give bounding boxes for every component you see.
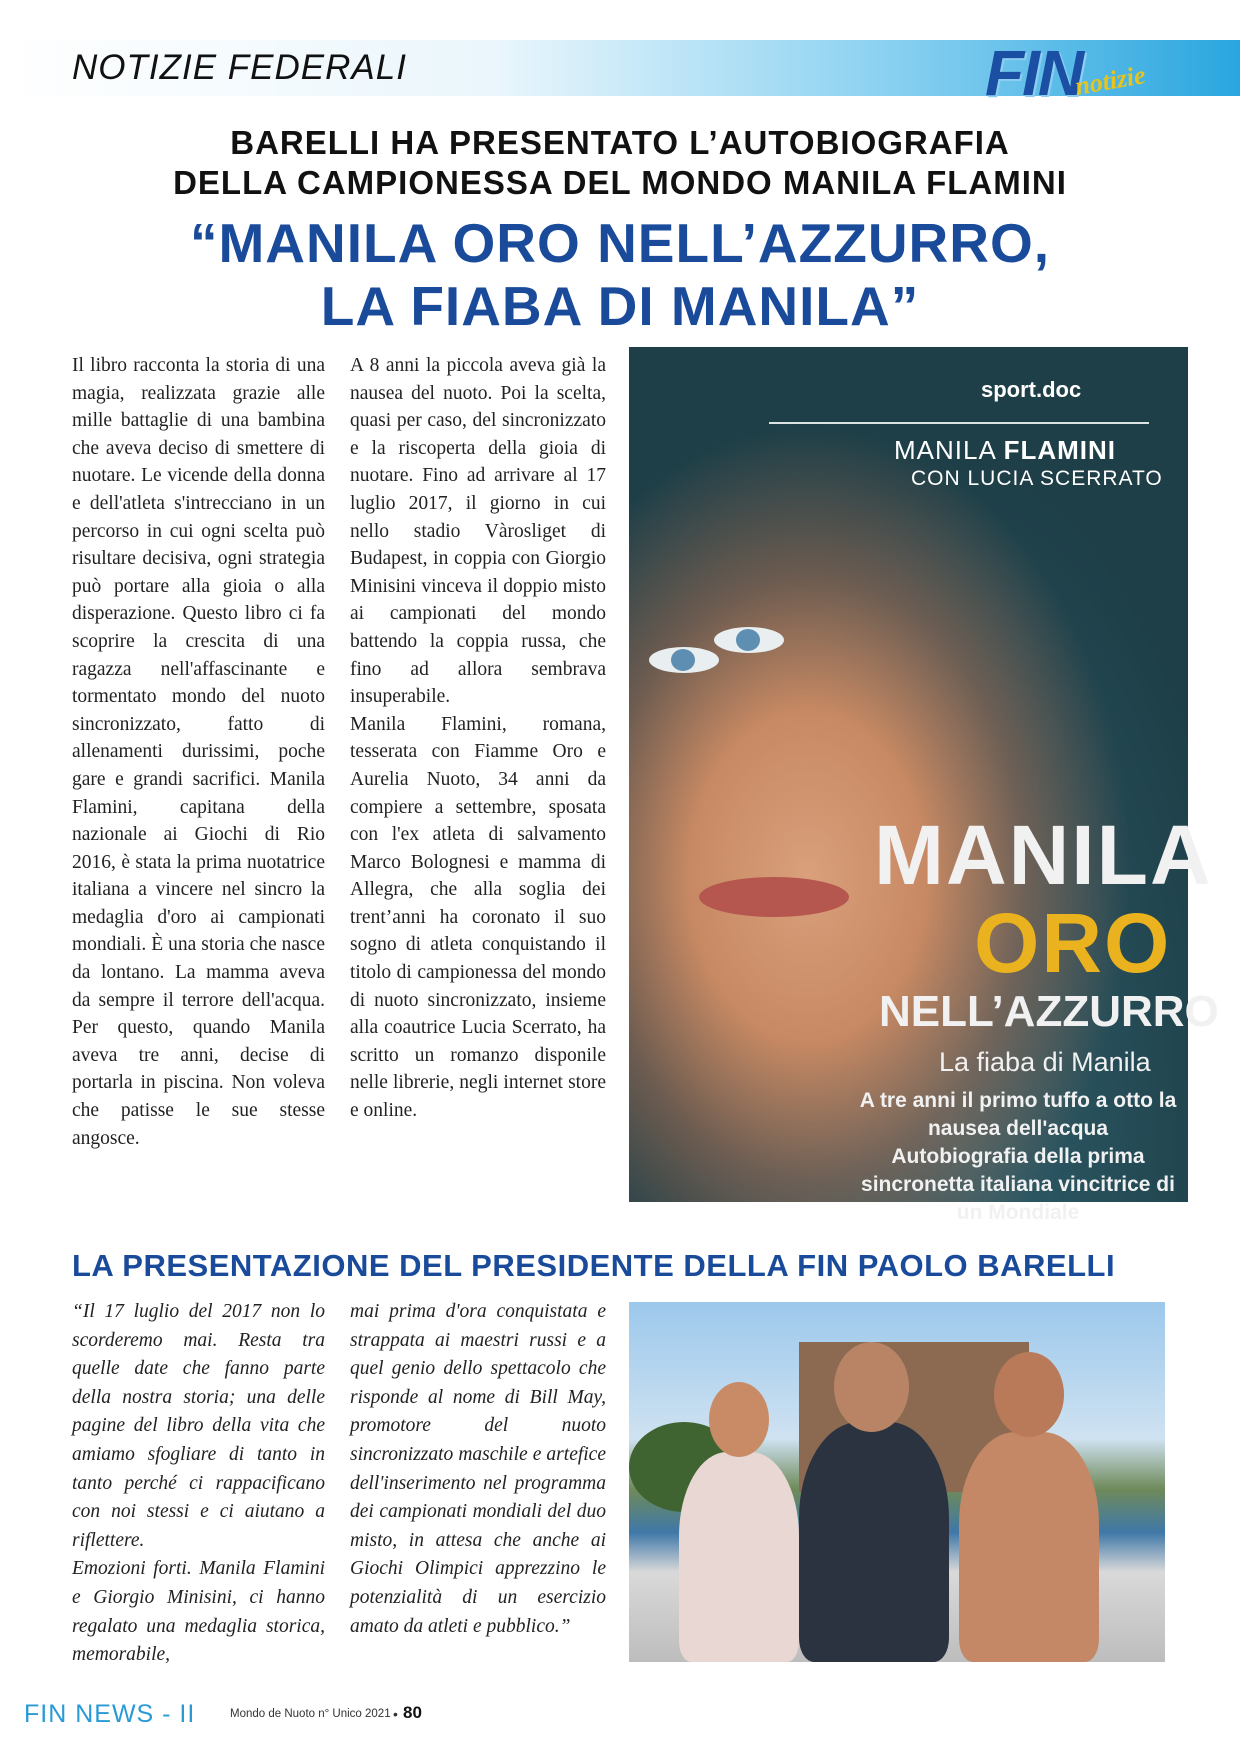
photo-person-center: [799, 1422, 949, 1662]
book-coauthor: CON LUCIA SCERRATO: [911, 467, 1163, 490]
presentation-col1-paragraph-2: Emozioni forti. Manila Flamini e Giorgio Minisini, ci hanno regalato una medaglia storica, memorabile,: [72, 1558, 325, 1666]
section-label: NOTIZIE FEDERALI: [72, 48, 407, 87]
book-publisher: sport.doc: [981, 377, 1082, 402]
photo-head-left: [709, 1382, 769, 1457]
book-subtitle: La fiaba di Manila: [939, 1047, 1151, 1077]
logo-main-text: FIN: [985, 37, 1083, 109]
article-column-2: [350, 352, 606, 1125]
book-author-last: FLAMINI: [1003, 435, 1117, 465]
kicker-line-1: BARELLI HA PRESENTATO L’AUTOBIOGRAFIA: [230, 124, 1010, 161]
footer-separator: •: [393, 1706, 398, 1722]
book-title-word-1: MANILA: [874, 808, 1213, 902]
presentation-col2-text: mai prima d'ora conquistata e strappata ai maestri russi e a quel genio dello spettacolo che risponde al nome di Bill May, promotore del nuoto sincronizzato maschile e artefice dell'inserimento nel programma dei campionati mondiali del duo misto, in attesa che anche ai Giochi Olimpici apprezzino le potenzialità di un esercizio amato da atleti e pubblico.”: [350, 1301, 606, 1637]
main-title-line-2: LA FIABA DI MANILA”: [320, 275, 920, 337]
group-photo: [629, 1302, 1165, 1662]
footer-publication: Mondo de Nuoto n° Unico 2021: [230, 1708, 391, 1720]
book-divider: [769, 422, 1149, 424]
face-eye-left: [714, 627, 784, 653]
book-cover-photo: [629, 347, 1219, 1224]
logo-sub-text: notizie: [1072, 60, 1148, 101]
face-lips: [699, 877, 849, 917]
footer-brand: FIN NEWS - II: [24, 1700, 196, 1728]
photo-head-right: [994, 1352, 1064, 1437]
book-title-word-3: NELL’AZZURRO: [879, 987, 1219, 1036]
face-eye-right: [649, 647, 719, 673]
book-author-first: MANILA: [894, 435, 1004, 465]
book-blurb: A tre anni il primo tuffo a otto la nausea dell'acqua Autobiografia della prima sincronetta italiana vincitrice di un Mondiale: [859, 1089, 1177, 1224]
book-author: [894, 435, 1116, 466]
book-title-word-2: ORO: [974, 896, 1172, 990]
presentation-heading: LA PRESENTAZIONE DEL PRESIDENTE DELLA FIN PAOLO BARELLI: [72, 1248, 1116, 1283]
page-number: 80: [403, 1703, 422, 1722]
article-col2-paragraph-2: Manila Flamini, romana, tesserata con Fiamme Oro e Aurelia Nuoto, 34 anni da compiere a settembre, sposata con l'ex atleta di salvamento Marco Bolognesi e mamma di Allegra, che alla soglia dei trent’anni ha coronato il suo sogno di atleta conquistando il titolo di campionessa del mondo di nuoto sincronizzato, insieme alla coautrice Lucia Scerrato, ha scritto un romanzo disponile nelle librerie, negli internet store e online.: [350, 713, 606, 1122]
kicker-line-2: DELLA CAMPIONESSA DEL MONDO MANILA FLAMINI: [173, 164, 1067, 201]
presentation-column-2: [350, 1298, 606, 1641]
article-col2-paragraph-1: A 8 anni la piccola aveva già la nausea del nuoto. Poi la scelta, quasi per caso, del sincronizzato e la riscoperta della gioia di nuotare. Fino ad arrivare al 17 luglio 2017, il giorno in cui nello stadio Vàrosliget di Budapest, in coppia con Giorgio Minisini vinceva il doppio misto ai campionati del mondo battendo la coppia russa, che fino ad allora sembrava insuperabile.: [350, 355, 606, 708]
presentation-column-1: [72, 1298, 325, 1670]
fin-notizie-logo: [985, 37, 1165, 114]
main-title-line-1: “MANILA ORO NELL’AZZURRO,: [189, 212, 1051, 274]
photo-person-right: [959, 1432, 1099, 1662]
photo-person-left: [679, 1452, 799, 1662]
article-col1-text: Il libro racconta la storia di una magia, realizzata grazie alle mille battaglie di una bambina che aveva deciso di smettere di nuotare. Le vicende della donna e dell'atleta s'intrecciano in un percorso in cui ogni scelta può risultare decisiva, ogni strategia può portare alla gioia o alla disperazione. Questo libro ci fa scoprire la crescita di una ragazza nell'affascinante e tormentato mondo del nuoto sincronizzato, fatto di allenamenti durissimi, poche gare e grandi sacrifici. Manila Flamini, capitana della nazionale ai Giochi di Rio 2016, è stata la prima nuotatrice italiana a vincere nel sincro la medaglia d'oro ai campionati mondiali. È una storia che nasce da lontano. La mamma aveva da sempre il terrore dell'acqua. Per questo, quando Manila aveva tre anni, decise di portarla in piscina. Non voleva che patisse le sue stesse angosce.: [72, 355, 325, 1149]
presentation-col1-paragraph-1: “Il 17 luglio del 2017 non lo scorderemo mai. Resta tra quelle date che fanno parte della nostra storia; una delle pagine del libro della vita che amiamo sfogliare di tanto in tanto perché ci rappacificano con noi stessi e ci aiutano a riflettere.: [72, 1301, 325, 1551]
photo-head-center: [834, 1342, 909, 1432]
article-column-1: [72, 352, 325, 1152]
